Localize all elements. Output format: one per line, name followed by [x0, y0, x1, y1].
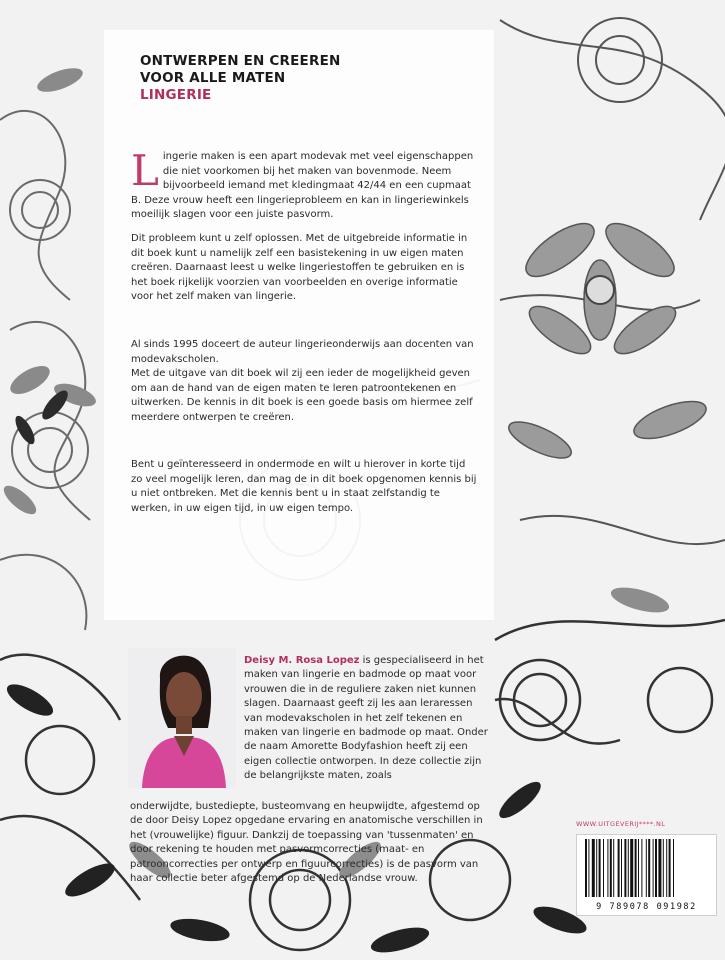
title-line-1: ONTWERPEN EN CREEREN: [140, 53, 341, 69]
title-block: [140, 53, 480, 104]
intro-text: ingerie maken is een apart modevak met veel eigenschappen die niet voorkomen bij het maken van bovenmode. Neem bijvoorbeeld iemand met kledingmaat 42/44 en een cupmaat B. Deze vrouw heeft een lingerieprobleem en kan in lingeriewinkels moeilijk slagen voor een juiste pasvorm.: [131, 151, 474, 221]
paragraph-2: Dit probleem kunt u zelf oplossen. Met de uitgebreide informatie in dit boek kunt u namelijk zelf een basistekening in uw eigen maten creëren. Daarnaast leest u welke lingeriestoffen te gebruiken en is het boek rijkelijk voorzien van voorbeelden en overige informatie voor het zelf maken van lingerie.: [131, 233, 468, 303]
isbn-barcode: [576, 834, 717, 916]
paragraph-3: [131, 338, 479, 426]
title-line-3: LINGERIE: [140, 87, 212, 103]
drop-cap: L: [131, 146, 159, 195]
publisher-url: WWW.UITGEVERIJ****.NL: [576, 820, 666, 828]
author-name: Deisy M. Rosa Lopez: [244, 655, 360, 666]
intro-paragraph: [131, 146, 479, 223]
paragraph-3a: Al sinds 1995 doceert de auteur lingerieonderwijs aan docenten van modevakscholen.: [131, 339, 474, 365]
title-line-2: VOOR ALLE MATEN: [140, 70, 286, 86]
text-panel: [104, 30, 494, 620]
author-bio: [244, 654, 492, 784]
paragraph-3b: Met de uitgave van dit boek wil zij een ieder de mogelijkheid geven om aan de hand van de eigen maten te leren patroontekenen en uitwerken. De kennis in dit boek is een goede basis om hiermee zelf meerdere ontwerpen te creëren.: [131, 368, 473, 423]
author-bio-continued: onderwijdte, bustediepte, busteomvang en heupwijdte, afgestemd op de door Deisy Lopez opgedane ervaring en anatomische verschillen in het (vrouwelijke) figuur. Dankzij de toepassing van 'tussenmaten' en door rekening te houden met pasvormcorrecties (maat- en patrooncorrecties per ontwerp en figuurcorrecties) is de pasvorm van haar collectie beter afgestemd op de Nederlandse vrouw.: [130, 801, 483, 885]
isbn-digits: 9 789078 091982: [596, 902, 697, 912]
paragraph-4: Bent u geïnteresseerd in ondermode en wilt u hierover in korte tijd zo veel mogelijk leren, dan mag de in dit boek opgenomen kennis bij u niet ontbreken. Met die kennis bent u in staat zelfstandig te werken, in uw eigen tijd, in uw eigen tempo.: [131, 459, 477, 514]
author-photo: [128, 648, 236, 788]
author-bio-part1: is gespecialiseerd in het maken van lingerie en badmode op maat voor vrouwen die in de reguliere zaken niet kunnen slagen. Daarnaast geeft zij les aan leraressen van modevakscholen in het zelf tekenen en maken van lingerie en badmode op maat. Onder de naam Amorette Bodyfashion heeft zij een eigen collectie ontworpen. In deze collectie zijn de belangrijkste maten, zoals: [244, 655, 488, 782]
barcode-bars: [577, 835, 716, 901]
